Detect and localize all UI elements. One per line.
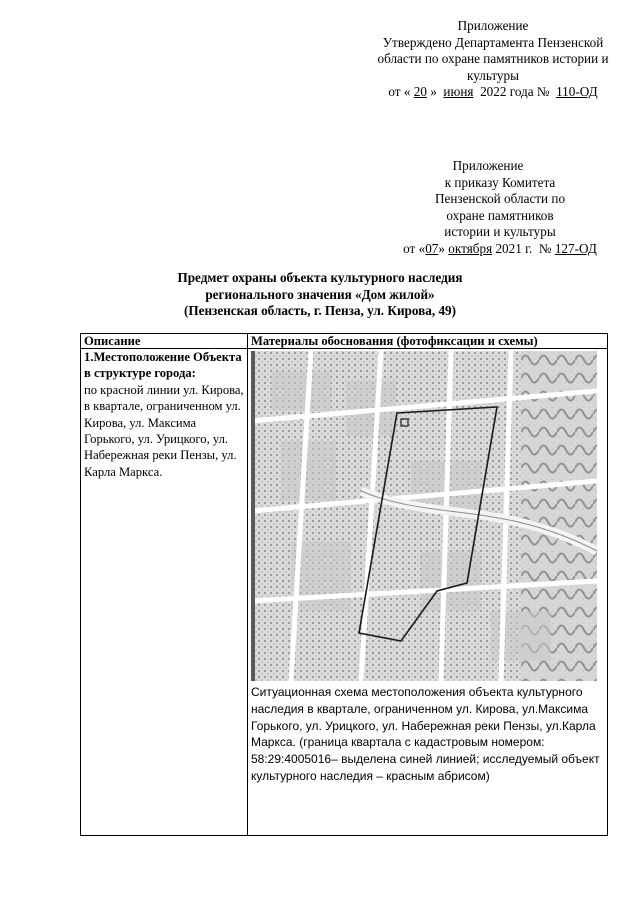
attachment-line-4: охране памятников [446, 207, 554, 223]
title-line-1: Предмет охраны объекта культурного наследия [177, 270, 463, 285]
attachment-date [380, 241, 620, 258]
approval-year: 2022 года № [480, 84, 550, 100]
approval-date [360, 84, 626, 101]
row-heading: 1.Местоположение Объекта в структуре города: [84, 350, 242, 381]
attachment-day: 07 [425, 240, 439, 256]
row-text: по красной линии ул. Кирова, в квартале, ограниченном ул. Кирова, ул. Максима Горького, ул. Урицкого, ул. Набережная реки Пензы, ул. Карла Маркса. [84, 382, 244, 479]
attachment-block [380, 158, 620, 258]
approval-day: 20 [413, 84, 427, 100]
approval-line-2: Утверждено Департамента Пензенской [382, 34, 604, 50]
document-title [0, 270, 640, 320]
attachment-number: 127-ОД [554, 240, 597, 256]
attachment-month: октября [448, 240, 493, 256]
situation-map [251, 351, 597, 681]
attachment-line-5: истории и культуры [444, 224, 556, 240]
col-header-description: Описание [81, 334, 248, 349]
attachment-line-2: к приказу Комитета [444, 174, 556, 190]
approval-date-prefix: от « [388, 84, 411, 100]
approval-line-1: Приложение [457, 18, 529, 33]
approval-date-mid: » [430, 84, 437, 100]
map-frame-left [251, 351, 255, 681]
attachment-line-1: Приложение [452, 158, 524, 173]
approval-number: 110-ОД [556, 84, 598, 100]
materials-cell [248, 349, 608, 836]
description-cell [81, 349, 248, 836]
title-line-3: (Пензенская область, г. Пенза, ул. Кирова, 49) [183, 303, 457, 319]
attachment-date-prefix: от « [403, 240, 426, 256]
table-row [81, 349, 608, 836]
attachment-date-mid: » [438, 240, 445, 256]
attachment-line-3: Пензенской области по [434, 191, 566, 207]
title-line-2: регионального значения «Дом жилой» [205, 286, 435, 302]
table-header-row [81, 334, 608, 349]
approval-block [360, 18, 626, 101]
map-caption: Ситуационная схема местоположения объекта культурного наследия в квартале, ограниченном ул. Кирова, ул.Максима Горького, ул. Урицкого, ул. Набережная реки Пензы, ул.Карла Маркса. (граница квартала с кадастровым номером: 58:29:4005016– выделена синей линией; исследуемый объект культурного наследия – красным абрисом) [251, 685, 600, 783]
approval-line-4: культуры [467, 67, 519, 83]
approval-line-3: области по охране памятников истории и [377, 51, 609, 67]
attachment-year: 2021 г. [495, 240, 533, 256]
col-header-materials: Материалы обоснования (фотофиксации и схемы) [248, 334, 608, 349]
protection-table [80, 333, 608, 836]
approval-month: июня [443, 84, 474, 100]
attachment-number-prefix: № [538, 240, 552, 256]
